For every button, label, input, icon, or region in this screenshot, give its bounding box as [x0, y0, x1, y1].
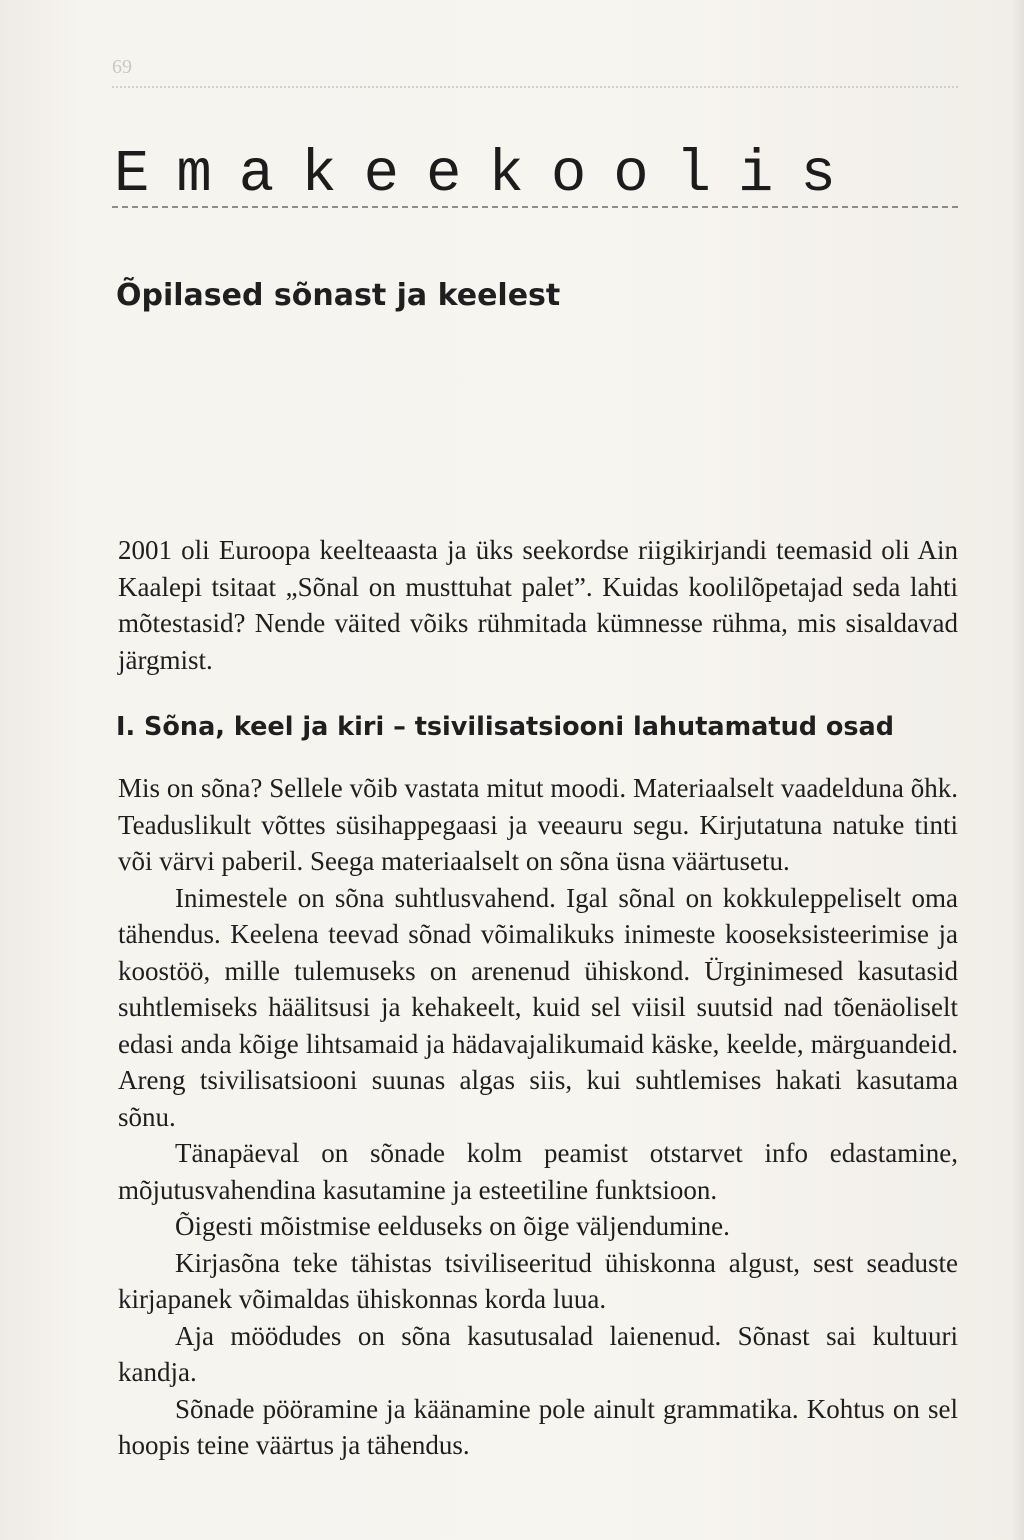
body-paragraph: Tänapäeval on sõnade kolm peamist otstarvet info edastamine, mõjutusvahendina kasutamine ja esteetiline funktsioon. [118, 1138, 958, 1205]
article-title: Õpilased sõnast ja keelest [116, 278, 561, 313]
title-rule [112, 206, 958, 208]
body-paragraph: Õigesti mõistmise eelduseks on õige väljendumine. [175, 1211, 730, 1241]
section-title: Emakeekoolis [114, 141, 863, 208]
body-paragraph: Aja möödudes on sõna kasutusalad laienenud. Sõnast sai kultuuri kandja. [118, 1320, 958, 1387]
header-rule [112, 86, 958, 88]
intro-paragraph-block [118, 532, 958, 678]
body-paragraph: Inimestele on sõna suhtlusvahend. Igal sõnal on kokkuleppeliselt oma tähendus. Keelena teevad sõnad võimalikuks inimeste kooseksisteerimise ja koostöö, mille tulemuseks on arenenud ühiskond. Ürginimesed kasutasid suhtlemiseks häälitsusi ja kehakeelt, kuid sel viisil suutsid nad tõenäoliselt edasi anda kõige lihtsamaid ja hädavajalikumaid käske, keelde, märguandeid. Areng tsivilisatsiooni suunas algas siis, kui suhtlemises hakati kasutama sõnu. [118, 882, 958, 1132]
main-text [118, 770, 958, 1464]
body-paragraph: Kirjasõna teke tähistas tsiviliseeritud ühiskonna algust, sest seaduste kirjapanek võimaldas ühiskonnas korda luua. [118, 1247, 958, 1314]
intro-paragraph: 2001 oli Euroopa keelteaasta ja üks seekordse riigikirjandi teemasid oli Ain Kaalepi tsitaat „Sõnal on musttuhat palet”. Kuidas koolilõpetajad seda lahti mõtestasid? Nende väited võiks rühmitada kümnesse rühma, mis sisaldavad järgmist. [118, 535, 958, 675]
body-paragraph: Sõnade pööramine ja käänamine pole ainult grammatika. Kohtus on sel hoopis teine väärtus ja tähendus. [118, 1393, 958, 1460]
page-number: 69 [112, 56, 132, 78]
section-heading: I. Sõna, keel ja kiri – tsivilisatsiooni lahutamatud osad [116, 712, 895, 742]
body-paragraph: Mis on sõna? Sellele võib vastata mitut moodi. Materiaalselt vaadelduna õhk. Teaduslikult võttes süsihappegaasi ja veeauru segu. Kirjutatuna natuke tinti või värvi paberil. Seega materiaalselt on sõna üsna väärtusetu. [118, 773, 958, 876]
page-edge-shadow [1010, 0, 1024, 1540]
